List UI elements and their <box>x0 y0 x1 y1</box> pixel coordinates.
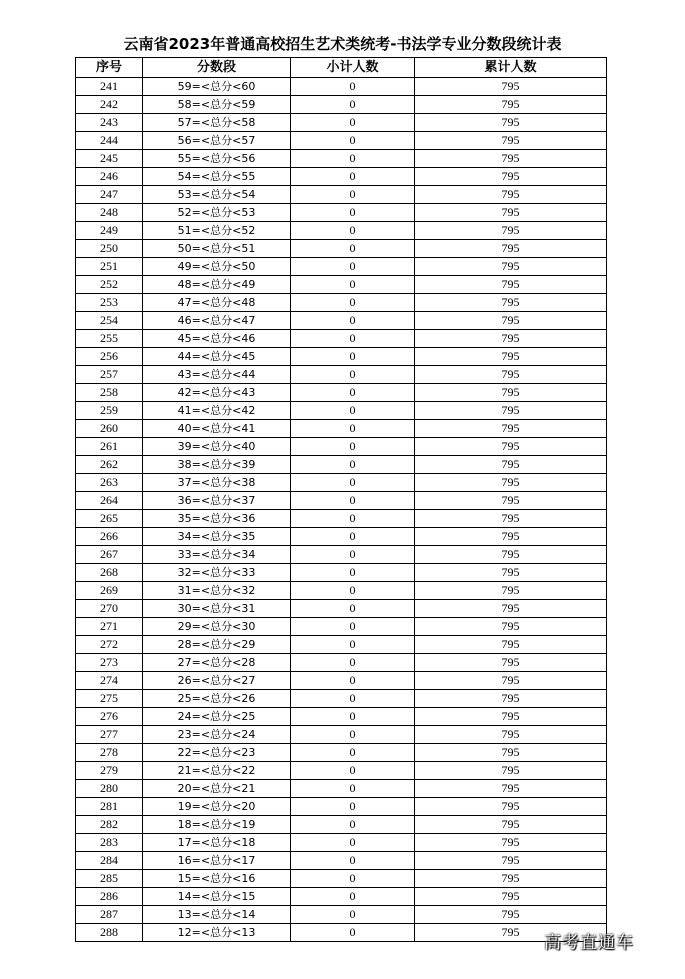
cell-subtotal-count: 0 <box>291 870 415 888</box>
cell-cumulative-count: 795 <box>415 276 607 294</box>
table-row <box>76 582 607 600</box>
cell-score-range: 57=<总分<58 <box>143 114 291 132</box>
cell-cumulative-count: 795 <box>415 492 607 510</box>
table-row <box>76 564 607 582</box>
table-row <box>76 762 607 780</box>
cell-serial-number: 277 <box>76 726 143 744</box>
cell-score-range: 39=<总分<40 <box>143 438 291 456</box>
cell-score-range: 29=<总分<30 <box>143 618 291 636</box>
cell-serial-number: 274 <box>76 672 143 690</box>
table-body <box>76 78 607 942</box>
cell-serial-number: 286 <box>76 888 143 906</box>
cell-score-range: 33=<总分<34 <box>143 546 291 564</box>
cell-serial-number: 267 <box>76 546 143 564</box>
cell-score-range: 52=<总分<53 <box>143 204 291 222</box>
cell-serial-number: 270 <box>76 600 143 618</box>
table-row <box>76 690 607 708</box>
table-row <box>76 150 607 168</box>
cell-cumulative-count: 795 <box>415 366 607 384</box>
cell-serial-number: 271 <box>76 618 143 636</box>
cell-cumulative-count: 795 <box>415 672 607 690</box>
table-row <box>76 924 607 942</box>
cell-score-range: 19=<总分<20 <box>143 798 291 816</box>
cell-score-range: 46=<总分<47 <box>143 312 291 330</box>
table-row <box>76 204 607 222</box>
cell-subtotal-count: 0 <box>291 402 415 420</box>
cell-cumulative-count: 795 <box>415 168 607 186</box>
cell-subtotal-count: 0 <box>291 744 415 762</box>
cell-score-range: 14=<总分<15 <box>143 888 291 906</box>
cell-cumulative-count: 795 <box>415 546 607 564</box>
table-row <box>76 906 607 924</box>
cell-score-range: 47=<总分<48 <box>143 294 291 312</box>
cell-cumulative-count: 795 <box>415 438 607 456</box>
table-row <box>76 276 607 294</box>
cell-score-range: 35=<总分<36 <box>143 510 291 528</box>
cell-subtotal-count: 0 <box>291 222 415 240</box>
cell-score-range: 50=<总分<51 <box>143 240 291 258</box>
cell-subtotal-count: 0 <box>291 564 415 582</box>
cell-serial-number: 262 <box>76 456 143 474</box>
cell-subtotal-count: 0 <box>291 582 415 600</box>
table-row <box>76 222 607 240</box>
table-row <box>76 78 607 96</box>
cell-serial-number: 245 <box>76 150 143 168</box>
cell-serial-number: 263 <box>76 474 143 492</box>
table-row <box>76 132 607 150</box>
table-row <box>76 258 607 276</box>
cell-score-range: 42=<总分<43 <box>143 384 291 402</box>
cell-score-range: 54=<总分<55 <box>143 168 291 186</box>
cell-score-range: 31=<总分<32 <box>143 582 291 600</box>
cell-score-range: 17=<总分<18 <box>143 834 291 852</box>
cell-cumulative-count: 795 <box>415 924 607 942</box>
cell-subtotal-count: 0 <box>291 438 415 456</box>
cell-cumulative-count: 795 <box>415 222 607 240</box>
table-row <box>76 474 607 492</box>
cell-score-range: 55=<总分<56 <box>143 150 291 168</box>
cell-score-range: 12=<总分<13 <box>143 924 291 942</box>
cell-serial-number: 251 <box>76 258 143 276</box>
cell-serial-number: 250 <box>76 240 143 258</box>
cell-cumulative-count: 795 <box>415 474 607 492</box>
cell-subtotal-count: 0 <box>291 456 415 474</box>
cell-subtotal-count: 0 <box>291 600 415 618</box>
cell-serial-number: 265 <box>76 510 143 528</box>
table-row <box>76 798 607 816</box>
cell-score-range: 30=<总分<31 <box>143 600 291 618</box>
cell-serial-number: 273 <box>76 654 143 672</box>
cell-subtotal-count: 0 <box>291 384 415 402</box>
cell-subtotal-count: 0 <box>291 186 415 204</box>
cell-serial-number: 258 <box>76 384 143 402</box>
watermark-text: 高考直通车 <box>544 933 634 953</box>
table-row <box>76 708 607 726</box>
cell-subtotal-count: 0 <box>291 780 415 798</box>
table-row <box>76 510 607 528</box>
cell-score-range: 15=<总分<16 <box>143 870 291 888</box>
page-title: 云南省2023年普通高校招生艺术类统考-书法学专业分数段统计表 <box>123 35 562 53</box>
cell-score-range: 53=<总分<54 <box>143 186 291 204</box>
cell-cumulative-count: 795 <box>415 780 607 798</box>
header-cumulative-count: 累计人数 <box>415 58 607 78</box>
cell-score-range: 18=<总分<19 <box>143 816 291 834</box>
cell-cumulative-count: 795 <box>415 510 607 528</box>
cell-cumulative-count: 795 <box>415 528 607 546</box>
cell-subtotal-count: 0 <box>291 312 415 330</box>
cell-subtotal-count: 0 <box>291 330 415 348</box>
cell-subtotal-count: 0 <box>291 672 415 690</box>
cell-cumulative-count: 795 <box>415 132 607 150</box>
cell-subtotal-count: 0 <box>291 906 415 924</box>
cell-cumulative-count: 795 <box>415 402 607 420</box>
table-row <box>76 780 607 798</box>
table-row <box>76 744 607 762</box>
table-row <box>76 726 607 744</box>
cell-subtotal-count: 0 <box>291 474 415 492</box>
table-row <box>76 654 607 672</box>
cell-cumulative-count: 795 <box>415 708 607 726</box>
cell-cumulative-count: 795 <box>415 636 607 654</box>
cell-cumulative-count: 795 <box>415 114 607 132</box>
cell-cumulative-count: 795 <box>415 618 607 636</box>
cell-cumulative-count: 795 <box>415 204 607 222</box>
cell-score-range: 59=<总分<60 <box>143 78 291 96</box>
cell-cumulative-count: 795 <box>415 564 607 582</box>
cell-score-range: 26=<总分<27 <box>143 672 291 690</box>
table-row <box>76 402 607 420</box>
table-row <box>76 312 607 330</box>
cell-serial-number: 284 <box>76 852 143 870</box>
header-serial-number: 序号 <box>76 58 143 78</box>
cell-score-range: 13=<总分<14 <box>143 906 291 924</box>
table-row <box>76 546 607 564</box>
cell-cumulative-count: 795 <box>415 834 607 852</box>
cell-score-range: 37=<总分<38 <box>143 474 291 492</box>
cell-score-range: 48=<总分<49 <box>143 276 291 294</box>
cell-serial-number: 276 <box>76 708 143 726</box>
cell-cumulative-count: 795 <box>415 78 607 96</box>
cell-serial-number: 288 <box>76 924 143 942</box>
cell-cumulative-count: 795 <box>415 456 607 474</box>
cell-score-range: 23=<总分<24 <box>143 726 291 744</box>
cell-subtotal-count: 0 <box>291 150 415 168</box>
score-distribution-table <box>75 57 607 942</box>
cell-score-range: 22=<总分<23 <box>143 744 291 762</box>
cell-serial-number: 280 <box>76 780 143 798</box>
cell-cumulative-count: 795 <box>415 420 607 438</box>
table-row <box>76 420 607 438</box>
cell-score-range: 40=<总分<41 <box>143 420 291 438</box>
cell-subtotal-count: 0 <box>291 348 415 366</box>
cell-cumulative-count: 795 <box>415 744 607 762</box>
cell-score-range: 43=<总分<44 <box>143 366 291 384</box>
cell-subtotal-count: 0 <box>291 834 415 852</box>
cell-subtotal-count: 0 <box>291 816 415 834</box>
cell-cumulative-count: 795 <box>415 582 607 600</box>
cell-serial-number: 253 <box>76 294 143 312</box>
cell-serial-number: 278 <box>76 744 143 762</box>
cell-score-range: 27=<总分<28 <box>143 654 291 672</box>
cell-cumulative-count: 795 <box>415 888 607 906</box>
cell-serial-number: 254 <box>76 312 143 330</box>
cell-serial-number: 285 <box>76 870 143 888</box>
cell-subtotal-count: 0 <box>291 798 415 816</box>
cell-score-range: 32=<总分<33 <box>143 564 291 582</box>
table-row <box>76 348 607 366</box>
cell-serial-number: 279 <box>76 762 143 780</box>
table-row <box>76 852 607 870</box>
cell-score-range: 25=<总分<26 <box>143 690 291 708</box>
table-row <box>76 636 607 654</box>
table-row <box>76 870 607 888</box>
cell-serial-number: 257 <box>76 366 143 384</box>
table-row <box>76 618 607 636</box>
cell-serial-number: 247 <box>76 186 143 204</box>
cell-cumulative-count: 795 <box>415 96 607 114</box>
cell-subtotal-count: 0 <box>291 654 415 672</box>
cell-serial-number: 256 <box>76 348 143 366</box>
cell-subtotal-count: 0 <box>291 78 415 96</box>
table-row <box>76 96 607 114</box>
table-row <box>76 384 607 402</box>
cell-subtotal-count: 0 <box>291 294 415 312</box>
table-row <box>76 438 607 456</box>
cell-serial-number: 243 <box>76 114 143 132</box>
cell-subtotal-count: 0 <box>291 636 415 654</box>
cell-subtotal-count: 0 <box>291 924 415 942</box>
table-row <box>76 528 607 546</box>
table-row <box>76 888 607 906</box>
cell-serial-number: 255 <box>76 330 143 348</box>
cell-subtotal-count: 0 <box>291 546 415 564</box>
cell-score-range: 49=<总分<50 <box>143 258 291 276</box>
cell-subtotal-count: 0 <box>291 420 415 438</box>
table-row <box>76 168 607 186</box>
table-row <box>76 672 607 690</box>
cell-cumulative-count: 795 <box>415 384 607 402</box>
cell-score-range: 36=<总分<37 <box>143 492 291 510</box>
cell-cumulative-count: 795 <box>415 852 607 870</box>
cell-cumulative-count: 795 <box>415 294 607 312</box>
cell-subtotal-count: 0 <box>291 852 415 870</box>
cell-subtotal-count: 0 <box>291 762 415 780</box>
cell-score-range: 16=<总分<17 <box>143 852 291 870</box>
cell-cumulative-count: 795 <box>415 150 607 168</box>
cell-score-range: 56=<总分<57 <box>143 132 291 150</box>
cell-subtotal-count: 0 <box>291 96 415 114</box>
header-subtotal-count: 小计人数 <box>291 58 415 78</box>
header-score-range: 分数段 <box>143 58 291 78</box>
cell-subtotal-count: 0 <box>291 492 415 510</box>
cell-score-range: 21=<总分<22 <box>143 762 291 780</box>
cell-serial-number: 287 <box>76 906 143 924</box>
cell-subtotal-count: 0 <box>291 528 415 546</box>
cell-cumulative-count: 795 <box>415 600 607 618</box>
cell-subtotal-count: 0 <box>291 690 415 708</box>
cell-cumulative-count: 795 <box>415 762 607 780</box>
cell-cumulative-count: 795 <box>415 816 607 834</box>
cell-subtotal-count: 0 <box>291 132 415 150</box>
cell-serial-number: 272 <box>76 636 143 654</box>
cell-score-range: 20=<总分<21 <box>143 780 291 798</box>
cell-cumulative-count: 795 <box>415 186 607 204</box>
cell-serial-number: 261 <box>76 438 143 456</box>
cell-serial-number: 260 <box>76 420 143 438</box>
table-row <box>76 186 607 204</box>
cell-cumulative-count: 795 <box>415 654 607 672</box>
cell-score-range: 38=<总分<39 <box>143 456 291 474</box>
cell-subtotal-count: 0 <box>291 618 415 636</box>
cell-score-range: 41=<总分<42 <box>143 402 291 420</box>
cell-subtotal-count: 0 <box>291 168 415 186</box>
cell-cumulative-count: 795 <box>415 906 607 924</box>
cell-score-range: 51=<总分<52 <box>143 222 291 240</box>
cell-subtotal-count: 0 <box>291 276 415 294</box>
cell-serial-number: 268 <box>76 564 143 582</box>
table-row <box>76 492 607 510</box>
cell-score-range: 28=<总分<29 <box>143 636 291 654</box>
cell-serial-number: 275 <box>76 690 143 708</box>
cell-cumulative-count: 795 <box>415 798 607 816</box>
table-row <box>76 330 607 348</box>
cell-cumulative-count: 795 <box>415 312 607 330</box>
cell-score-range: 58=<总分<59 <box>143 96 291 114</box>
cell-serial-number: 283 <box>76 834 143 852</box>
cell-serial-number: 281 <box>76 798 143 816</box>
cell-subtotal-count: 0 <box>291 204 415 222</box>
cell-score-range: 24=<总分<25 <box>143 708 291 726</box>
cell-serial-number: 241 <box>76 78 143 96</box>
cell-cumulative-count: 795 <box>415 870 607 888</box>
cell-subtotal-count: 0 <box>291 510 415 528</box>
table-row <box>76 600 607 618</box>
cell-subtotal-count: 0 <box>291 114 415 132</box>
table-header-row <box>76 58 607 78</box>
cell-subtotal-count: 0 <box>291 726 415 744</box>
cell-cumulative-count: 795 <box>415 690 607 708</box>
table-row <box>76 114 607 132</box>
table-row <box>76 366 607 384</box>
cell-cumulative-count: 795 <box>415 330 607 348</box>
cell-serial-number: 266 <box>76 528 143 546</box>
cell-cumulative-count: 795 <box>415 240 607 258</box>
cell-subtotal-count: 0 <box>291 366 415 384</box>
cell-score-range: 44=<总分<45 <box>143 348 291 366</box>
cell-serial-number: 264 <box>76 492 143 510</box>
cell-cumulative-count: 795 <box>415 726 607 744</box>
cell-serial-number: 269 <box>76 582 143 600</box>
cell-serial-number: 249 <box>76 222 143 240</box>
table-row <box>76 816 607 834</box>
cell-serial-number: 248 <box>76 204 143 222</box>
cell-subtotal-count: 0 <box>291 258 415 276</box>
table-row <box>76 834 607 852</box>
cell-subtotal-count: 0 <box>291 708 415 726</box>
cell-score-range: 34=<总分<35 <box>143 528 291 546</box>
table-row <box>76 294 607 312</box>
table-row <box>76 240 607 258</box>
cell-subtotal-count: 0 <box>291 888 415 906</box>
cell-serial-number: 244 <box>76 132 143 150</box>
table-row <box>76 456 607 474</box>
cell-cumulative-count: 795 <box>415 348 607 366</box>
cell-serial-number: 252 <box>76 276 143 294</box>
cell-score-range: 45=<总分<46 <box>143 330 291 348</box>
cell-serial-number: 282 <box>76 816 143 834</box>
cell-serial-number: 246 <box>76 168 143 186</box>
cell-serial-number: 242 <box>76 96 143 114</box>
cell-cumulative-count: 795 <box>415 258 607 276</box>
cell-serial-number: 259 <box>76 402 143 420</box>
cell-subtotal-count: 0 <box>291 240 415 258</box>
